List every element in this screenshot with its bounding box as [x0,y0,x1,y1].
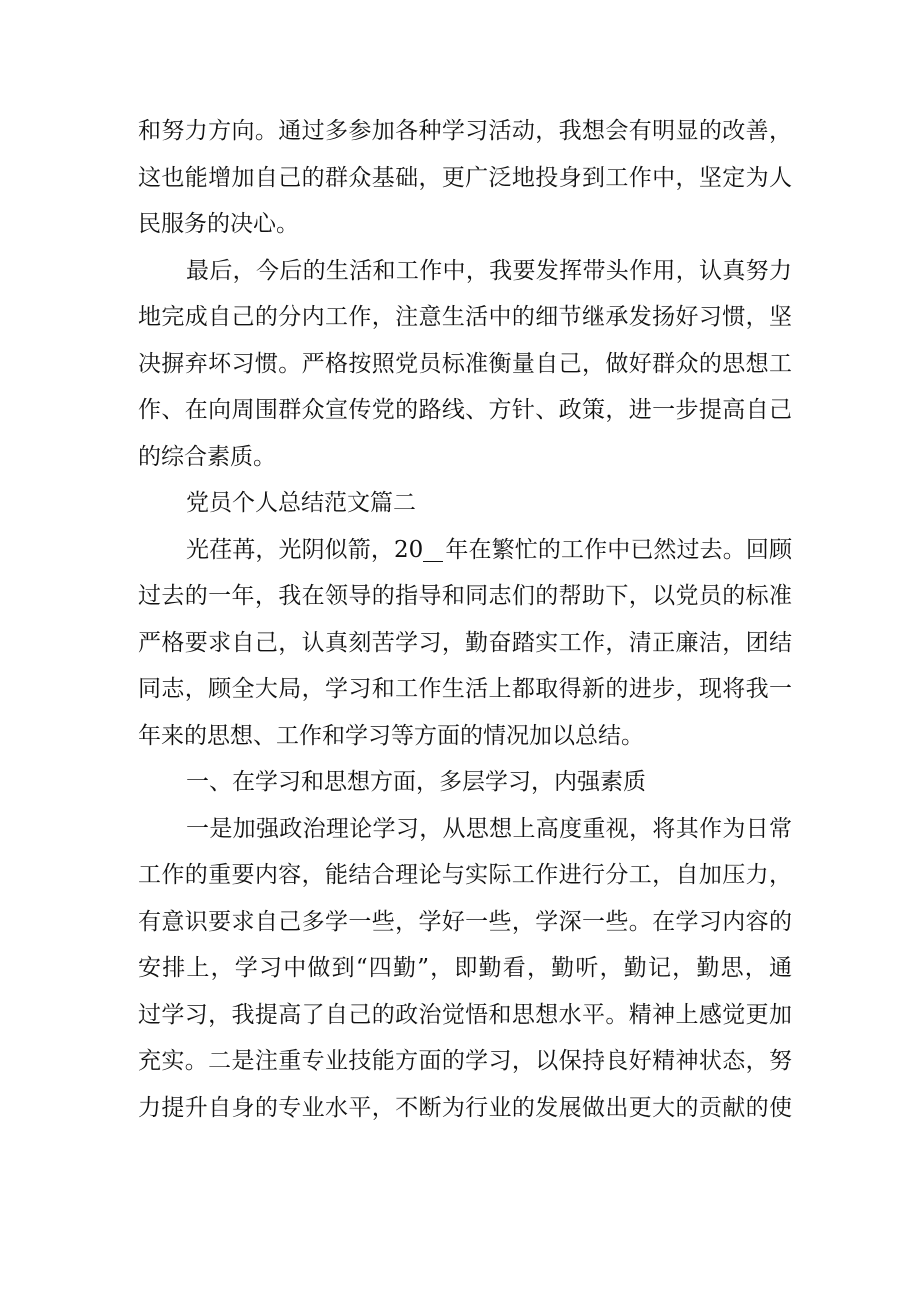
text-segment: 年在繁忙的工作中已然过去。回顾 [445,536,792,563]
text-line: 决摒弃坏习惯。严格按照党员标准衡量自己，做好群众的思想工 [138,350,792,377]
subsection-heading: 一、在学习和思想方面，多层学习，内强素质 [186,769,646,795]
blank-underline [423,539,443,562]
text-segment: 光荏苒，光阴似箭，20 [186,536,424,563]
paragraph-first-line [138,527,792,574]
text-line: 有意识要求自己多学一些，学好一些，学深一些。在学习内容的 [138,908,792,935]
text-line: 同志，顾全大局，学习和工作生活上都取得新的进步，现将我一 [138,676,792,702]
text-line: 安排上，学习中做到“四勤”，即勤看，勤听，勤记，勤思，通 [138,955,792,981]
section-heading: 党员个人总结范文篇二 [186,490,416,516]
text-line: 这也能增加自己的群众基础，更广泛地投身到工作中，坚定为人 [138,164,792,191]
text-line: 和努力方向。通过多参加各种学习活动，我想会有明显的改善， [138,118,792,144]
text-line: 力提升自身的专业水平，不断为行业的发展做出更大的贡献的使 [138,1094,792,1121]
text-line: 过学习，我提高了自己的政治觉悟和思想水平。精神上感觉更加 [138,1001,792,1028]
text-line: 地完成自己的分内工作，注意生活中的细节继承发扬好习惯，坚 [138,304,792,330]
text-line: 工作的重要内容，能结合理论与实际工作进行分工，自加压力， [138,862,792,888]
paragraph-first-line: 一是加强政治理论学习，从思想上高度重视，将其作为日常 [186,815,792,842]
text-line: 严格要求自己，认真刻苦学习，勤奋踏实工作，清正廉洁，团结 [138,629,792,656]
text-line: 充实。二是注重专业技能方面的学习，以保持良好精神状态，努 [138,1048,792,1074]
paragraph-first-line: 最后，今后的生活和工作中，我要发挥带头作用，认真努力 [186,257,792,284]
text-line: 作、在向周围群众宣传党的路线、方针、政策，进一步提高自己 [138,397,792,423]
document-body [138,108,792,1131]
text-line: 过去的一年，我在领导的指导和同志们的帮助下，以党员的标准 [138,583,792,609]
text-line: 民服务的决心。 [138,211,299,237]
text-line: 年来的思想、工作和学习等方面的情况加以总结。 [138,722,644,749]
text-line: 的综合素质。 [138,443,276,470]
